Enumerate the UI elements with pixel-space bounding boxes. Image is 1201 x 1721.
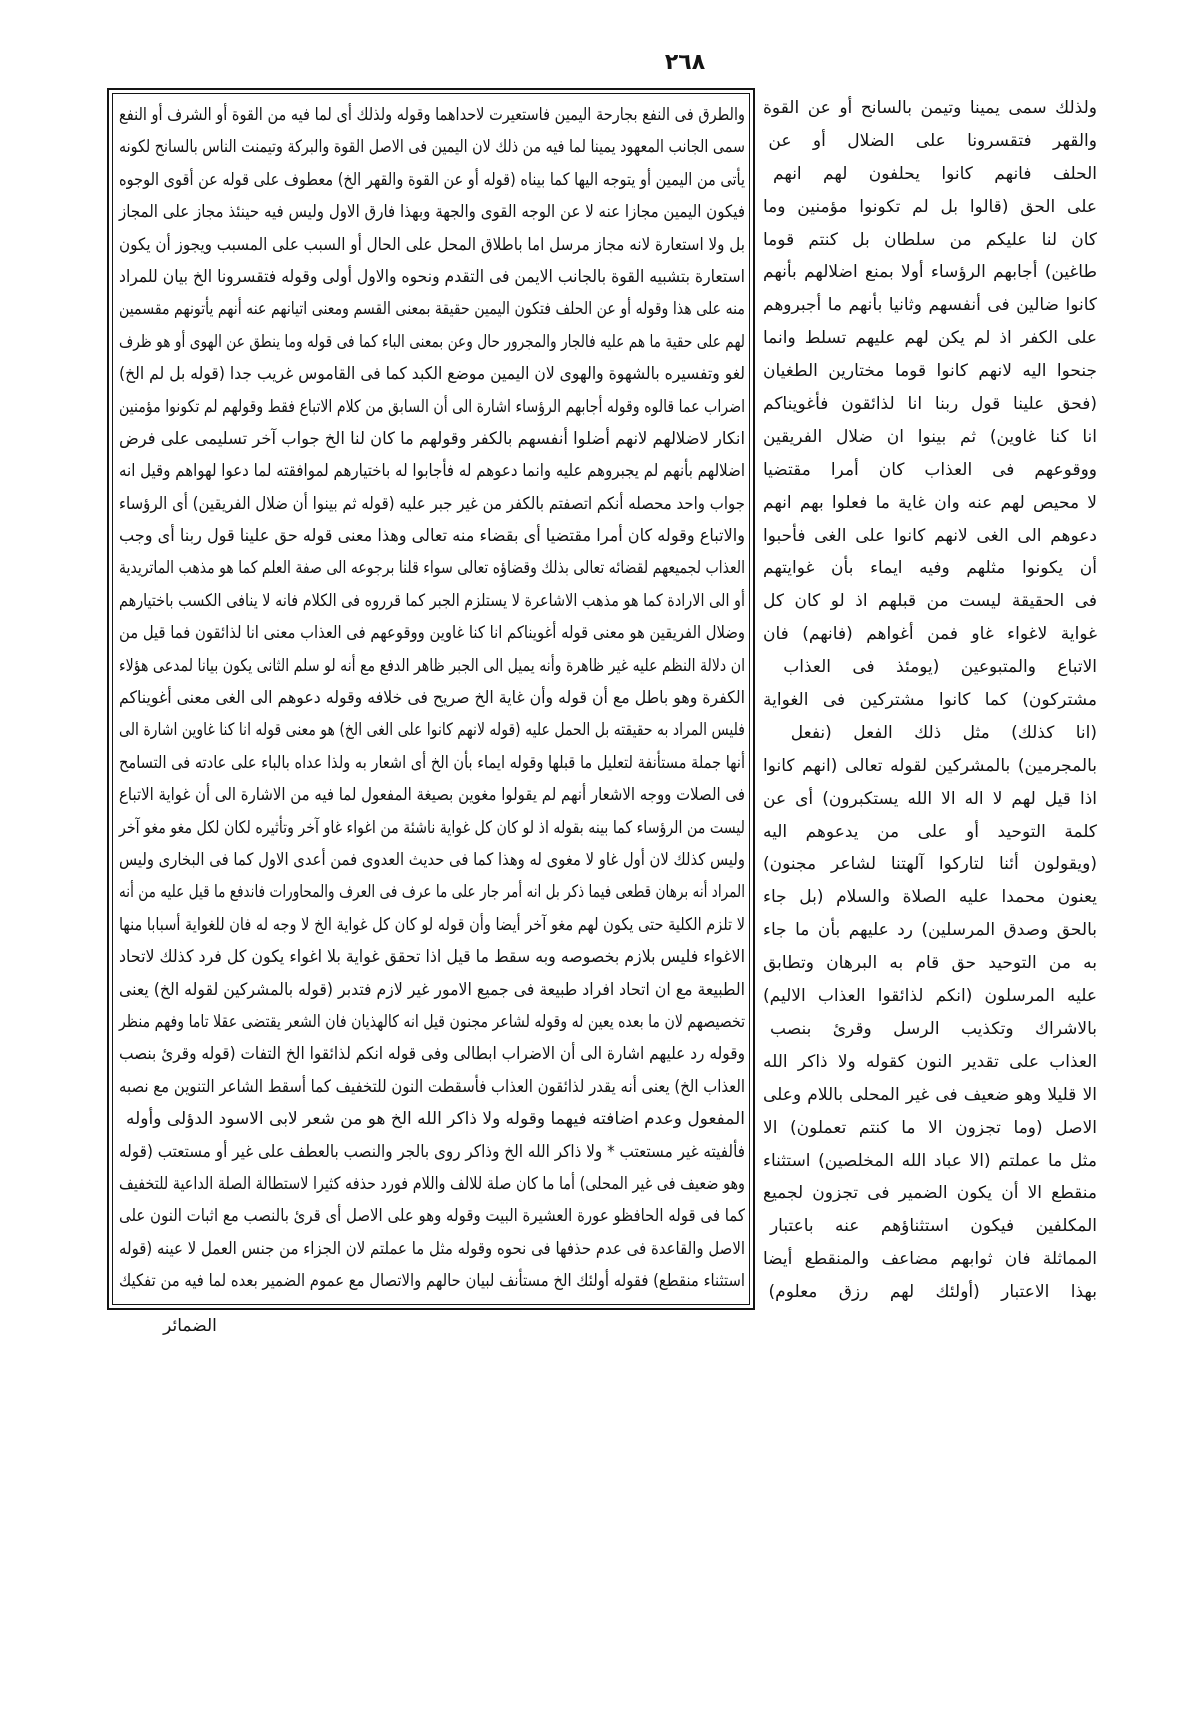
- margin-text-line: الحلف فانهم كانوا يحلفون لهم انهم: [773, 163, 1097, 184]
- margin-text-line: على الحق (قالوا بل لم تكونوا مؤمنين وما: [763, 196, 1097, 217]
- main-text-line: وقوله رد عليهم اشارة الى أن الاضراب ابطالى وفى قوله انكم لذائقوا الخ التفات (قوله وقرئ بنصب: [118, 1044, 745, 1065]
- main-text-line: جواب واحد محصله أنكم اتصفتم بالكفر من غير جبر عليه (قوله ثم بينوا أن ضلال الفريقين) أى الرؤساء: [118, 493, 745, 514]
- margin-text-line: (فحق علينا قول ربنا انا لذائقون فأغويناكم: [763, 394, 1097, 415]
- main-text-line: ان دلالة النظم عليه غير ظاهرة وأنه يميل الى الجبر ظاهر الدفع مع أنه لو سلم الثانى يكون بيانا لمدعى هؤلاء: [119, 655, 746, 676]
- main-text-line: لهم على حقية ما هم عليه فالجار والمجرور حال وعن بمعنى الباء كما فى قوله وما ينطق عن الهوى أو هو ظرف: [119, 331, 746, 352]
- catchword: الضمائر: [163, 1316, 217, 1336]
- margin-text-line: على الكفر اذ لم يكن لهم عليهم تسلط وانما: [763, 328, 1097, 349]
- main-text-line: تخصيصهم لان ما بعده يعين له وقوله لشاعر مجنون قيل انه كالهذيان فان الشعر يقتضى عقلا تاما وفهم منظر: [118, 1011, 745, 1032]
- margin-commentary-block: [763, 92, 1097, 1309]
- main-text-line: أنها جملة مستأنفة لتعليل ما قبلها وقوله ايماء بأن الخ أى اشعار به ولذا عداه بالباء على عادته فى التسامح: [119, 752, 746, 773]
- margin-text-line: المماثلة فان ثوابهم مضاعف والمنقطع أيضا: [763, 1249, 1097, 1270]
- margin-text-line: يعنون محمدا عليه الصلاة والسلام (بل جاء: [763, 887, 1097, 908]
- main-text-line: الاصل والقاعدة فى عدم حذفها فى نحوه وقوله مثل ما عملتم لان الجزاء من جنس العمل لا عينه (قوله: [119, 1238, 745, 1259]
- main-text-line: المراد أنه برهان قطعى فيما ذكر بل انه أمر جار على ما عرف فى العرف والمحاورات فاندفع ما قيل عليه من أنه: [119, 882, 746, 903]
- main-text-line: يأتى من اليمين أو يتوجه اليها كما بيناه (قوله أو عن القوة والقهر الخ) معطوف على قوله عن أقوى الوجوه: [119, 169, 746, 190]
- margin-text-line: لا محيص لهم عنه وان غاية ما فعلوا بهم انهم: [763, 492, 1097, 513]
- main-text-line: فألفيته غير مستعتب * ولا ذاكر الله الخ وذاكر روى بالجر والنصب بالعطف على غير أو مستعتب (قوله: [119, 1141, 745, 1162]
- main-text-line: فليس المراد به حقيقته بل الحمل عليه (قوله لانهم كانوا على الغى الخ) هو معنى قوله انا كنا غاوين اشارة الى: [119, 720, 746, 741]
- main-text-line: وليس كذلك لان أول غاو لا مغوى له وهذا كما فى حديث العدوى فمن أعدى الاول كما فى البخارى وليس: [118, 849, 745, 870]
- main-text-line: بل ولا استعارة لانه مجاز مرسل اما باطلاق المحل على الحال أو السبب على المسبب ويجوز أن يكون: [118, 234, 746, 255]
- margin-text-line: (ويقولون أئنا لتاركوا آلهتنا لشاعر مجنون): [763, 854, 1097, 875]
- margin-text-line: ووقوعهم فى العذاب كان أمرا مقتضيا: [763, 459, 1097, 480]
- main-text-line: كما فى قوله الحافظو عورة العشيرة البيت وقوله وهو على الاصل أى قرئ بالنصب مع اثبات النون على: [119, 1206, 746, 1227]
- main-text-line: اضلالهم بأنهم لم يجبروهم عليه وانما دعوهم له فأجابوا له باختيارهم لموافقته لما دعوا لهواهم وقيل انه: [119, 461, 746, 482]
- main-text-line: استعارة بتشبيه القوة بالجانب الايمن فى التقدم ونحوه والاول أولى وقوله فتقسرونا الخ بيان للمراد: [119, 266, 745, 287]
- margin-text-line: الاتباع والمتبوعين (يومئذ فى العذاب: [783, 657, 1097, 678]
- page-number: ٢٦٨: [664, 50, 706, 75]
- margin-text-line: فى الحقيقة ليست من قبلهم اذ لو كان كل: [763, 591, 1097, 612]
- margin-text-line: بالاشراك وتكذيب الرسل وقرئ بنصب: [770, 1018, 1097, 1039]
- margin-text-line: الا قليلا وهو ضعيف فى غير المحلى باللام وعلى: [763, 1084, 1097, 1105]
- main-text-line: وهو ضعيف فى غير المحلى) أما ما كان صلة للالف واللام فورد حذفه كثيرا لاستطالة الصلة الداعية للتخفيف: [118, 1173, 745, 1194]
- margin-text-line: (انا كذلك) مثل ذلك الفعل (نفعل: [790, 722, 1097, 743]
- margin-text-line: المكلفين فيكون استثناؤهم عنه باعتبار: [769, 1216, 1097, 1237]
- margin-text-line: غواية لاغواء غاو فمن أغواهم (فانهم) فان: [763, 624, 1097, 645]
- margin-text-line: ولذلك سمى يمينا وتيمن بالسانح أو عن القوة: [763, 98, 1097, 118]
- main-text-line: والاتباع وقوله كان أمرا مقتضيا أى بقضاء منه تعالى وهذا معنى قوله حق علينا قول ربنا أى وجب: [118, 526, 745, 547]
- margin-text-line: والقهر فتقسرونا على الضلال أو عن: [768, 130, 1097, 151]
- margin-text-line: منقطع الا أن يكون الضمير فى تجزون لجميع: [763, 1183, 1097, 1204]
- margin-text-line: مشتركون) كما كانوا مشتركين فى الغواية: [763, 690, 1097, 711]
- main-text-line: ليست من الرؤساء كما بينه بقوله اذ لو كان كل غواية ناشئة من اغواء غاو آخر وتأثيره لكان لكل مغو مغو آخر: [118, 817, 745, 838]
- margin-text-line: بهذا الاعتبار (أولئك لهم رزق معلوم): [768, 1282, 1097, 1303]
- main-text-line: والطرق فى النفع بجارحة اليمين فاستعيرت لاحداهما وقوله ولذلك أى لما فيه من القوة أو الشرف أو النفع: [119, 105, 746, 125]
- main-text-line: استثناء منقطع) فقوله أولئك الخ مستأنف لبيان حالهم والاتصال مع عموم الضمير بعده لما فيه من تفكيك: [118, 1271, 745, 1292]
- main-text-line: الكفرة وهو باطل مع أن قوله وأن غاية الخ صريح فى خلافه وقوله دعوهم الى الغى معنى أغويناكم: [118, 688, 745, 709]
- main-text-line: اضراب عما قالوه وقوله أجابهم الرؤساء اشارة الى أن السابق من كلام الاتباع فقط وقولهم لم تكونوا مؤمنين: [119, 396, 745, 417]
- margin-text-line: دعوهم الى الغى لانهم كانوا على الغى فأحبوا: [763, 525, 1097, 546]
- margin-text-line: أن يكونوا مثلهم وفيه ايماء بأن غوايتهم: [763, 558, 1097, 579]
- margin-text-line: مثل ما عملتم (الا عباد الله المخلصين) استثناء: [763, 1150, 1097, 1171]
- margin-text-line: به من التوحيد حق قام به البرهان وتطابق: [763, 953, 1097, 974]
- main-text-line: العذاب الخ) يعنى أنه يقدر لذائقون العذاب فأسقطت النون للتخفيف كما أسقط الشاعر التنوين مع نصبه: [119, 1076, 746, 1097]
- main-text-line: أو الى الارادة كما هو مذهب الاشاعرة لا يستلزم الجبر كما قرروه فى الكلام فانه لا ينافى الكسب باختيارهم: [119, 590, 746, 611]
- margin-text-line: بالمجرمين) بالمشركين لقوله تعالى (انهم كانوا: [763, 755, 1097, 776]
- main-text-line: فيكون اليمين مجازا عنه لا عن الوجه القوى والجهة وبهذا فارق الاول وليس فيه حينئذ مجاز على المجاز: [118, 202, 745, 223]
- margin-text-line: كلمة التوحيد أو على من يدعوهم اليه: [763, 821, 1097, 842]
- margin-text-line: كان لنا عليكم من سلطان بل كنتم قوما: [763, 229, 1097, 250]
- main-text-line: وضلال الفريقين هو معنى قوله أغويناكم انا كنا غاوين ووقوعهم فى العذاب معنى انا لذائقون فما قيل من: [119, 623, 745, 644]
- main-text-line: لغو وتفسيره بالشهوة والهوى لان اليمين موضع الكبد كما فى القاموس غريب جدا (قوله بل لم الخ): [118, 364, 745, 385]
- margin-text-line: الاصل (وما تجزون الا ما كنتم تعملون) الا: [763, 1117, 1097, 1138]
- main-text-block: [119, 99, 745, 1297]
- main-text-line: المفعول وعدم اضافته فيهما وقوله ولا ذاكر الله الخ هو من شعر لابى الاسود الدؤلى وأوله: [126, 1109, 745, 1130]
- margin-text-line: طاغين) أجابهم الرؤساء أولا بمنع اضلالهم بأنهم: [763, 262, 1097, 283]
- main-text-line: العذاب لجميعهم لقضائه تعالى بذلك وقضاؤه تعالى سواء قلنا برجوعه الى صفة العلم كما هو مذهب الماتريدية: [119, 558, 746, 579]
- margin-text-line: اذا قيل لهم لا اله الا الله يستكبرون) أى عن: [763, 788, 1097, 809]
- main-text-line: انكار لاضلالهم لانهم أضلوا أنفسهم بالكفر وقولهم ما كان لنا الخ جواب آخر تسليمى على فرض: [118, 428, 745, 449]
- main-text-line: لا تلزم الكلية حتى يكون لهم مغو آخر أيضا وأن قوله لو كان كل غواية الخ لا وجه له فان للغواية أسبابا منها: [118, 914, 745, 935]
- main-text-line: الاغواء فليس بلازم بخصوصه وبه سقط ما قيل اذا تحقق غواية بلا اغواء يكون كل فرد كذلك لاتحاد: [119, 947, 745, 968]
- main-text-line: الطبيعة مع ان اتحاد افراد طبيعة فى جميع الامور غير لازم فتدبر (قوله بالمشركين لقوله الخ) يعنى: [119, 979, 746, 1000]
- margin-text-line: العذاب على تقدير النون كقوله ولا ذاكر الله: [763, 1051, 1097, 1072]
- margin-text-line: جنحوا اليه لانهم كانوا قوما مختارين الطغيان: [763, 361, 1097, 382]
- margin-text-line: بالحق وصدق المرسلين) رد عليهم بأن ما جاء: [763, 920, 1097, 941]
- main-text-line: منه على هذا وقوله أو عن الحلف فتكون اليمين حقيقة بمعنى القسم ومعنى اتيانهم عنه أنهم يأتونهم مقسمين: [118, 299, 745, 320]
- margin-text-line: كانوا ضالين فى أنفسهم وثانيا بأنهم ما أجبروهم: [763, 295, 1097, 316]
- margin-text-line: انا كنا غاوين) ثم بينوا ان ضلال الفريقين: [763, 426, 1097, 447]
- main-text-line: فى الصلات ووجه الاشعار أنهم لم يقولوا مغوين بصيغة المفعول لما فيه من الاشارة الى أن غواية الاتباع: [118, 785, 746, 806]
- main-text-line: سمى الجانب المعهود يمينا لما فيه من ذلك لان اليمين فى الاصل القوة والبركة وتيمنت الناس بالسانح لكونه: [119, 137, 746, 158]
- margin-text-line: عليه المرسلون (انكم لذائقوا العذاب الاليم): [763, 986, 1097, 1007]
